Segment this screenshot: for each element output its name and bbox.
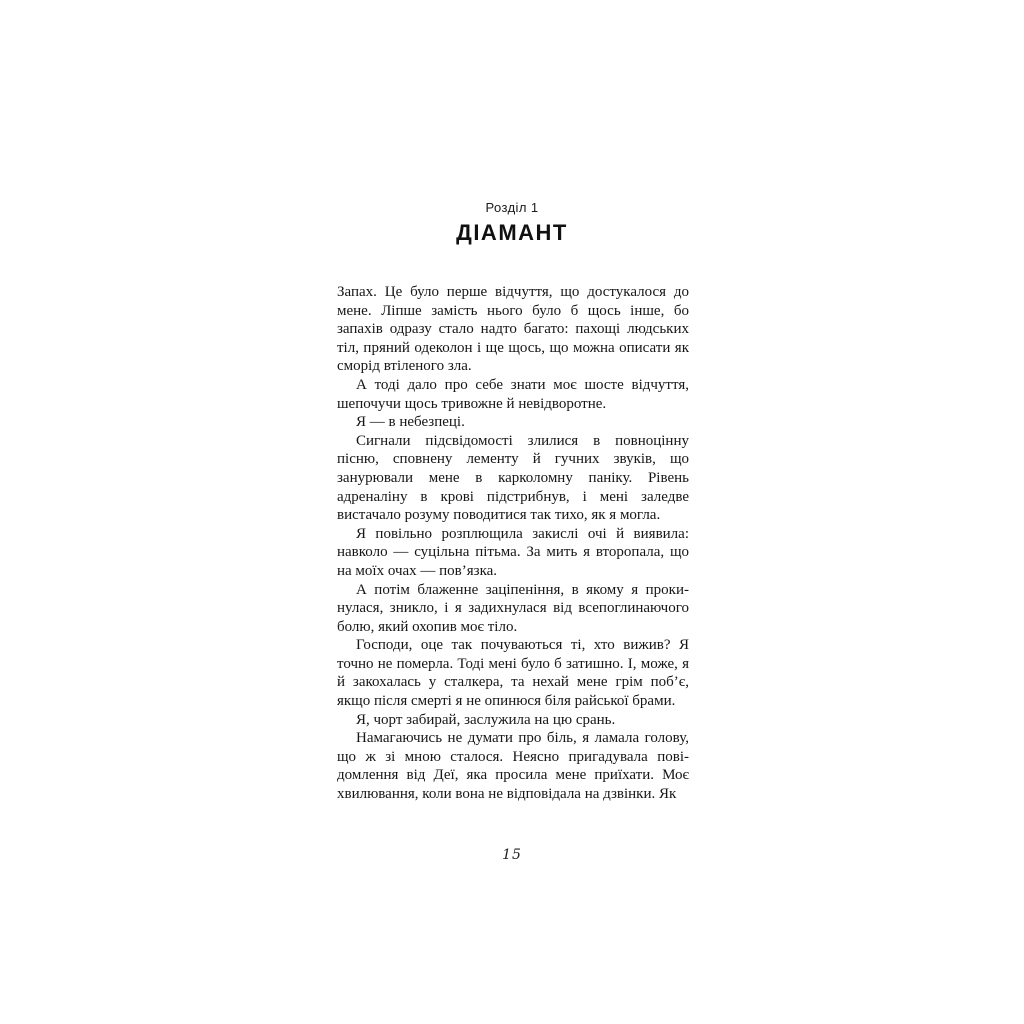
chapter-title: ДІАМАНТ xyxy=(456,220,568,245)
paragraph: Запах. Це було перше відчуття, що достукалося до мене. Ліпше замість нього було б щось інше, бо запахів одразу стало надто багато: пахощі людських тіл, пряний одеколон і ще щось, що можна описати як сморід втіленого зла. xyxy=(337,284,689,375)
paragraph: Намагаючись не думати про біль, я ламала голову, що ж зі мною сталося. Неясно пригадувала повідомлення від Деї, яка просила мене приїхати. Моє хвилювання, коли вона не відповідала на дзвінки. Як xyxy=(337,730,689,803)
paragraph: Сигнали підсвідомості злилися в повноцінну пісню, сповнену лементу й гучних звуків, що занурювали мене в карколомну паніку. Рівень адреналіну в крові підстрибнув, і мені заледве вистачало розуму поводитися так тихо, як я могла. xyxy=(337,432,689,524)
paragraph: Я, чорт забирай, заслужила на цю срань. xyxy=(356,711,616,728)
paragraph: Господи, оце так почуваються ті, хто вижив? Я точно не померла. Тоді мені було б затишно. І, може, я й закохалась у сталкера, та нехай мене грім поб’є, якщо після смерті я не опинюся біля райської брами. xyxy=(337,637,689,710)
body-text-block xyxy=(337,283,689,804)
paragraph: А тоді дало про себе знати моє шосте відчуття, шепочучи щось тривожне й невідворотне. xyxy=(337,376,689,412)
paragraph: Я повільно розплющила закислі очі й виявила: навколо — суцільна пітьма. За мить я второпала, що на моїх очах — пов’язка. xyxy=(337,525,689,579)
page-footer xyxy=(0,846,1024,864)
paragraph: А потім блаженне заціпеніння, в якому я прокинулася, зникло, і я задихнулася від всепоглинаючого болю, який охопив моє тіло. xyxy=(337,581,689,635)
chapter-header xyxy=(0,201,1024,244)
chapter-number: Розділ 1 xyxy=(485,200,539,215)
paragraph: Я — в небезпеці. xyxy=(356,414,465,431)
page-number: 15 xyxy=(502,847,522,863)
